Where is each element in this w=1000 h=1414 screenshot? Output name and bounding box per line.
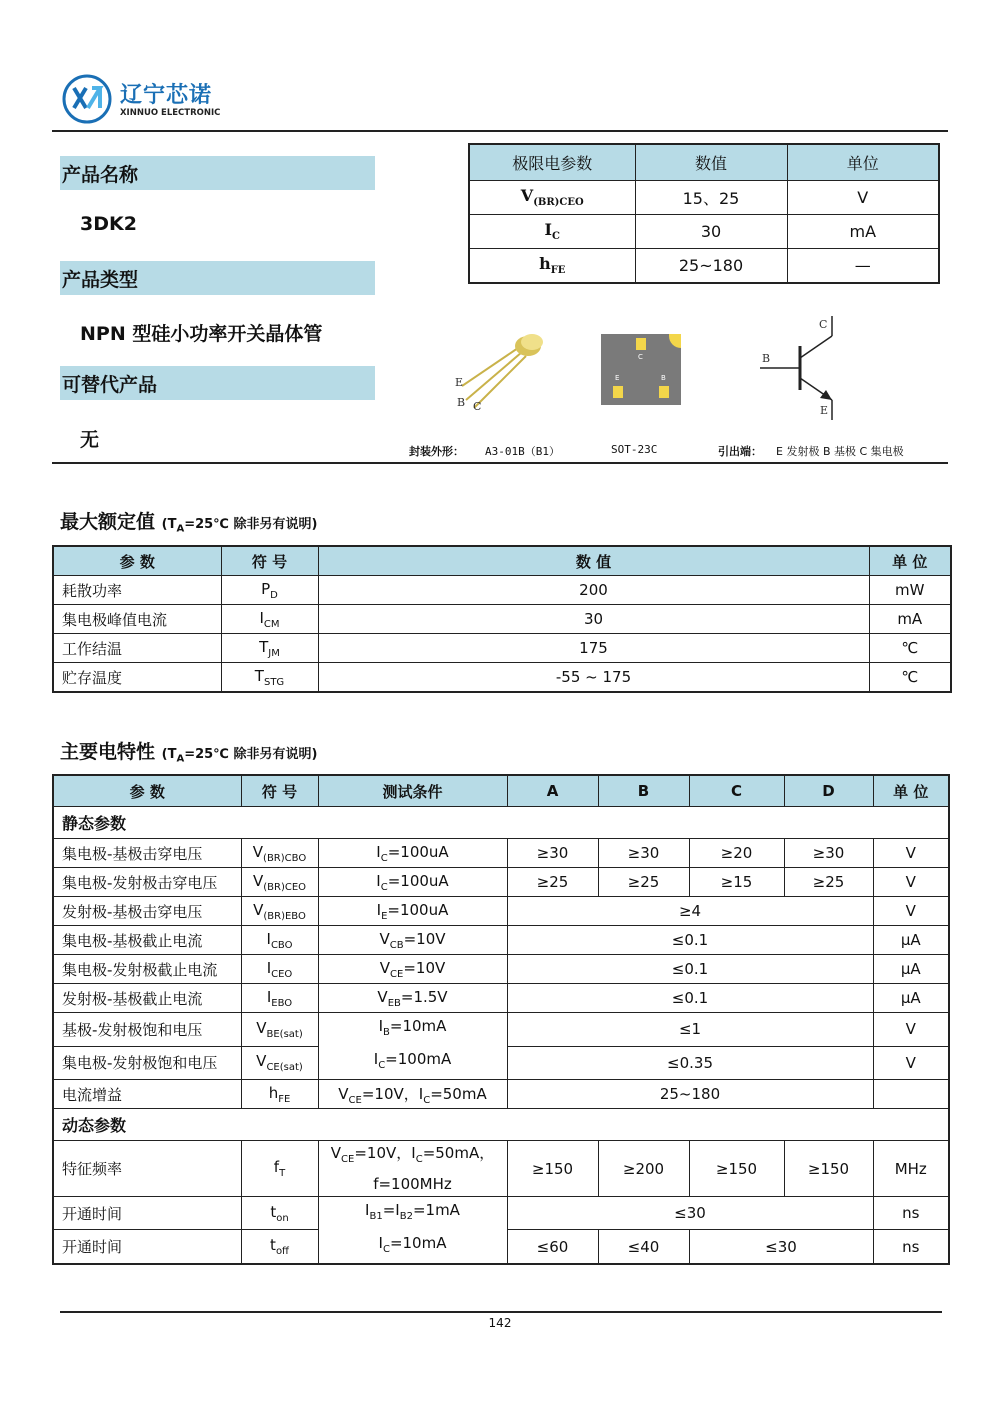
sch-pin-c: C	[819, 318, 828, 331]
test-condition: $V_{CE}=10V$，$I_C=50mA$	[318, 1080, 507, 1109]
value-a: ≥150	[507, 1141, 598, 1197]
product-name-band	[60, 156, 375, 190]
table-header-row	[53, 775, 949, 807]
value-a: ≥30	[507, 839, 598, 868]
col-header: 数值	[635, 144, 787, 181]
abs-max-title: 最大额定值 ($T_A=25℃$ 除非另有说明)	[60, 511, 318, 535]
group-row	[53, 807, 949, 839]
product-name-value: 3DK2	[80, 213, 137, 235]
param-symbol: $T_{STG}$	[221, 663, 318, 693]
sot-pad	[659, 386, 669, 398]
table-row	[53, 1197, 949, 1230]
product-name-heading: 产品名称	[62, 164, 139, 186]
param-name: 贮存温度	[53, 663, 221, 693]
param-name: 发射极-基极截止电流	[53, 984, 241, 1013]
param-symbol: $I_{CM}$	[221, 605, 318, 634]
header-rule	[52, 130, 948, 132]
static-params-label: 静态参数	[53, 807, 949, 839]
col-header: 参 数	[53, 775, 241, 807]
test-condition: $I_B=10mA$ $I_C=100mA$	[318, 1013, 507, 1080]
product-type-heading: 产品类型	[62, 269, 139, 291]
sot-pin-e: E	[615, 374, 620, 382]
value-c: ≥15	[689, 868, 784, 897]
table-row	[53, 1080, 949, 1109]
param-symbol: $I_C$	[469, 215, 635, 249]
col-header: A	[507, 775, 598, 807]
package-1-name: A3-01B（B1）	[485, 445, 560, 458]
value-all: ≤30	[507, 1197, 873, 1230]
col-header: 符 号	[241, 775, 318, 807]
col-header: 数 值	[318, 546, 869, 576]
param-symbol: $V_{CE(sat)}$	[241, 1046, 318, 1080]
abs-max-table	[52, 545, 952, 693]
value-all: ≤0.1	[507, 926, 873, 955]
value-b: ≥30	[598, 839, 689, 868]
value-all: ≤0.35	[507, 1046, 873, 1080]
to-package-icon	[450, 328, 560, 413]
value-a: ≤60	[507, 1230, 598, 1264]
table-row	[53, 1013, 949, 1047]
param-unit: V	[873, 1046, 949, 1080]
value-all: ≤1	[507, 1013, 873, 1047]
sot-pad	[669, 334, 681, 348]
table-row	[53, 984, 949, 1013]
param-name: 开通时间	[53, 1230, 241, 1264]
value-d: ≥30	[784, 839, 873, 868]
sot-pin-b: B	[661, 374, 666, 382]
table-row	[469, 181, 939, 215]
col-header: 极限电参数	[469, 144, 635, 181]
param-unit: V	[873, 897, 949, 926]
sch-pin-e: E	[820, 404, 829, 417]
param-unit: V	[787, 181, 939, 215]
product-type-band	[60, 261, 375, 295]
param-name: 集电极-基极击穿电压	[53, 839, 241, 868]
param-symbol: $V_{(BR)CBO}$	[241, 839, 318, 868]
param-symbol: $f_T$	[241, 1141, 318, 1197]
param-symbol: $I_{CBO}$	[241, 926, 318, 955]
table-row	[53, 605, 951, 634]
param-value: 200	[318, 576, 869, 605]
logo-name-cn: 辽宁芯诺	[120, 83, 213, 108]
param-name: 基极-发射极饱和电压	[53, 1013, 241, 1047]
table-row	[53, 926, 949, 955]
param-symbol: $T_{JM}$	[221, 634, 318, 663]
value-all: ≤0.1	[507, 984, 873, 1013]
value-d: ≥25	[784, 868, 873, 897]
table-header-row	[53, 546, 951, 576]
param-value: 30	[318, 605, 869, 634]
elec-title: 主要电特性 ($T_A=25℃$ 除非另有说明)	[60, 741, 318, 765]
param-value: -55 ~ 175	[318, 663, 869, 693]
table-row	[53, 1141, 949, 1197]
col-header: 测试条件	[318, 775, 507, 807]
test-condition: $I_C=100uA$	[318, 839, 507, 868]
group-row	[53, 1109, 949, 1141]
product-type-value: NPN 型硅小功率开关晶体管	[80, 323, 323, 345]
param-name: 集电极-发射极击穿电压	[53, 868, 241, 897]
col-header: B	[598, 775, 689, 807]
table-row	[53, 868, 949, 897]
param-unit	[873, 1080, 949, 1109]
param-unit: MHz	[873, 1141, 949, 1197]
param-unit: V	[873, 868, 949, 897]
value-c: ≥20	[689, 839, 784, 868]
param-unit: ℃	[869, 663, 951, 693]
col-header: 符 号	[221, 546, 318, 576]
param-unit: —	[787, 249, 939, 284]
table-row	[53, 663, 951, 693]
test-condition: $I_C=100uA$	[318, 868, 507, 897]
col-header: D	[784, 775, 873, 807]
param-unit: ℃	[869, 634, 951, 663]
sot-package-icon	[601, 334, 681, 405]
col-header: 单 位	[873, 775, 949, 807]
value-cd: ≤30	[689, 1230, 873, 1264]
pins-label: 引出端：	[718, 445, 762, 458]
to-pin-b: B	[457, 396, 466, 409]
param-symbol: $t_{off}$	[241, 1230, 318, 1264]
param-symbol: $P_D$	[221, 576, 318, 605]
company-logo	[62, 72, 222, 128]
replacement-value: 无	[80, 429, 100, 451]
section-rule	[52, 462, 948, 464]
test-condition: $I_E=100uA$	[318, 897, 507, 926]
test-condition: $V_{CE}=10V$，$I_C=50mA$， f=100MHz	[318, 1141, 507, 1197]
sot-pad	[613, 386, 623, 398]
test-condition: $V_{CB}=10V$	[318, 926, 507, 955]
param-value: 15、25	[635, 181, 787, 215]
param-unit: ns	[873, 1197, 949, 1230]
param-value: 175	[318, 634, 869, 663]
param-symbol: $h_{FE}$	[241, 1080, 318, 1109]
param-symbol: $V_{(BR)CEO}$	[469, 181, 635, 215]
dynamic-params-label: 动态参数	[53, 1109, 949, 1141]
param-name: 特征频率	[53, 1141, 241, 1197]
replacement-heading: 可替代产品	[62, 374, 158, 396]
elec-char-table	[52, 774, 950, 1265]
param-unit: V	[873, 1013, 949, 1047]
value-a: ≥25	[507, 868, 598, 897]
xinnuo-logo-icon	[62, 74, 112, 124]
table-header-row	[469, 144, 939, 181]
param-name: 集电极-发射极饱和电压	[53, 1046, 241, 1080]
param-value: 25~180	[635, 249, 787, 284]
param-name: 集电极峰值电流	[53, 605, 221, 634]
param-name: 工作结温	[53, 634, 221, 663]
param-symbol: $V_{(BR)EBO}$	[241, 897, 318, 926]
to-pin-e: E	[455, 376, 464, 389]
test-condition: $V_{EB}=1.5V$	[318, 984, 507, 1013]
param-symbol: $t_{on}$	[241, 1197, 318, 1230]
param-name: 集电极-基极截止电流	[53, 926, 241, 955]
table-row	[53, 955, 949, 984]
page-number: 142	[488, 1316, 512, 1330]
table-row	[469, 249, 939, 284]
table-row	[53, 839, 949, 868]
value-b: ≤40	[598, 1230, 689, 1264]
param-name: 电流增益	[53, 1080, 241, 1109]
param-unit: ns	[873, 1230, 949, 1264]
param-symbol: $V_{BE(sat)}$	[241, 1013, 318, 1047]
col-header: C	[689, 775, 784, 807]
test-condition: $I_{B1}=I_{B2}=1mA$ $I_C=10mA$	[318, 1197, 507, 1265]
param-symbol: $I_{EBO}$	[241, 984, 318, 1013]
col-header: 单 位	[869, 546, 951, 576]
value-b: ≥200	[598, 1141, 689, 1197]
table-row	[53, 634, 951, 663]
param-unit: V	[873, 839, 949, 868]
logo-name-en: XINNUO ELECTRONIC	[120, 108, 221, 118]
footer-rule	[60, 1311, 942, 1313]
param-symbol: $V_{(BR)CEO}$	[241, 868, 318, 897]
table-row	[53, 897, 949, 926]
value-c: ≥150	[689, 1141, 784, 1197]
param-name: 集电极-发射极截止电流	[53, 955, 241, 984]
param-unit: μA	[873, 926, 949, 955]
param-name: 发射极-基极击穿电压	[53, 897, 241, 926]
test-condition: $V_{CE}=10V$	[318, 955, 507, 984]
pins-description: E 发射极 B 基极 C 集电极	[776, 445, 904, 458]
col-header: 单位	[787, 144, 939, 181]
package-label: 封装外形：	[409, 445, 464, 458]
package-2-name: SOT-23C	[611, 443, 658, 456]
param-unit: mW	[869, 576, 951, 605]
replacement-band	[60, 366, 375, 400]
table-row	[469, 215, 939, 249]
param-unit: μA	[873, 955, 949, 984]
limit-params-table	[468, 143, 940, 284]
param-name: 耗散功率	[53, 576, 221, 605]
param-name: 开通时间	[53, 1197, 241, 1230]
value-all: ≥4	[507, 897, 873, 926]
param-symbol: $h_{FE}$	[469, 249, 635, 284]
param-value: 30	[635, 215, 787, 249]
param-unit: mA	[869, 605, 951, 634]
table-row	[53, 576, 951, 605]
sot-pin-c: C	[638, 353, 643, 361]
value-b: ≥25	[598, 868, 689, 897]
value-d: ≥150	[784, 1141, 873, 1197]
param-unit: mA	[787, 215, 939, 249]
value-all: ≤0.1	[507, 955, 873, 984]
sch-pin-b: B	[762, 352, 771, 365]
value-all: 25~180	[507, 1080, 873, 1109]
param-unit: μA	[873, 984, 949, 1013]
to-pin-c: C	[473, 400, 482, 413]
col-header: 参 数	[53, 546, 221, 576]
sot-pad	[636, 338, 646, 350]
param-symbol: $I_{CEO}$	[241, 955, 318, 984]
